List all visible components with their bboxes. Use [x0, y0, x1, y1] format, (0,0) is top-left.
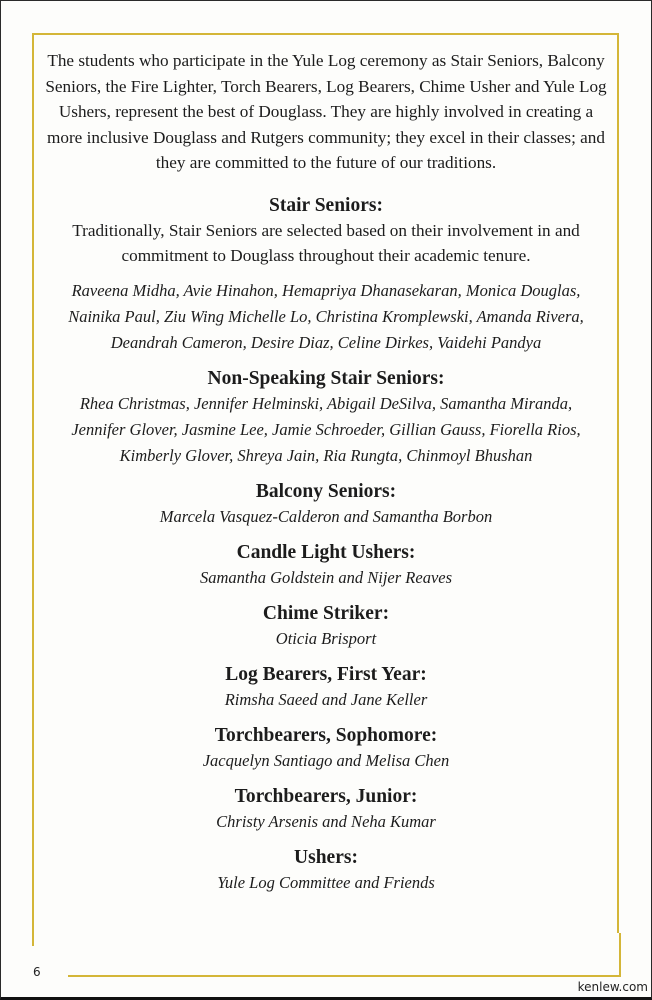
- section-chime-striker: [40, 602, 612, 652]
- section-candle-light-ushers: [40, 541, 612, 591]
- section-title: Log Bearers, First Year:: [225, 663, 427, 685]
- section-log-bearers-first-year: [40, 663, 612, 713]
- section-names: Jacquelyn Santiago and Melisa Chen: [202, 750, 450, 770]
- section-stair-seniors: [40, 194, 612, 356]
- section-ushers: [40, 846, 612, 896]
- gold-frame-left-edge: [32, 933, 34, 946]
- program-content: [40, 48, 612, 907]
- section-names: Yule Log Committee and Friends: [217, 872, 435, 892]
- section-names: Samantha Goldstein and Nijer Reaves: [199, 567, 453, 587]
- section-torchbearers-junior: [40, 785, 612, 835]
- section-torchbearers-sophomore: [40, 724, 612, 774]
- section-names: Rhea Christmas, Jennifer Helminski, Abigail DeSilva, Samantha Miranda, Jennifer Glover, Jasmine Lee, Jamie Schroeder, Gillian Gauss, Fiorella Rios, Kimberly Glover, Shreya Jain, Ria Rungta, Chinmoyl Bhushan: [71, 393, 581, 465]
- section-title: Stair Seniors:: [269, 194, 383, 216]
- section-description: Traditionally, Stair Seniors are selected based on their involvement in and commitment to Douglass throughout their academic tenure.: [72, 220, 580, 265]
- section-title: Non-Speaking Stair Seniors:: [207, 367, 445, 389]
- section-title: Candle Light Ushers:: [236, 541, 416, 563]
- section-balcony-seniors: [40, 480, 612, 530]
- page-number: 6: [33, 965, 41, 979]
- intro-paragraph: The students who participate in the Yule Log ceremony as Stair Seniors, Balcony Seniors, the Fire Lighter, Torch Bearers, Log Bearers, Chime Usher and Yule Log Ushers, represent the best of Douglass. They are highly involved in creating a more inclusive Douglass and Rutgers community; they excel in their classes; and they are committed to the future of our traditions.: [45, 51, 607, 172]
- gold-frame-bottom-edge: [68, 975, 621, 977]
- section-title: Torchbearers, Junior:: [234, 785, 418, 807]
- gold-frame-right-edge: [619, 933, 621, 977]
- section-names: Christy Arsenis and Neha Kumar: [216, 811, 436, 831]
- watermark: kenlew.com: [577, 980, 648, 994]
- section-title: Ushers:: [294, 846, 358, 868]
- section-names: Raveena Midha, Avie Hinahon, Hemapriya Dhanasekaran, Monica Douglas, Nainika Paul, Ziu Wing Michelle Lo, Christina Kromplewski, Amanda Rivera, Deandrah Cameron, Desire Diaz, Celine Dirkes, Vaidehi Pandya: [68, 280, 584, 352]
- section-title: Torchbearers, Sophomore:: [214, 724, 438, 746]
- section-names: Oticia Brisport: [275, 628, 377, 648]
- section-non-speaking-stair-seniors: [40, 367, 612, 469]
- section-title: Balcony Seniors:: [255, 480, 397, 502]
- section-names: Marcela Vasquez-Calderon and Samantha Borbon: [159, 506, 493, 526]
- section-names: Rimsha Saeed and Jane Keller: [224, 689, 428, 709]
- section-title: Chime Striker:: [262, 602, 390, 624]
